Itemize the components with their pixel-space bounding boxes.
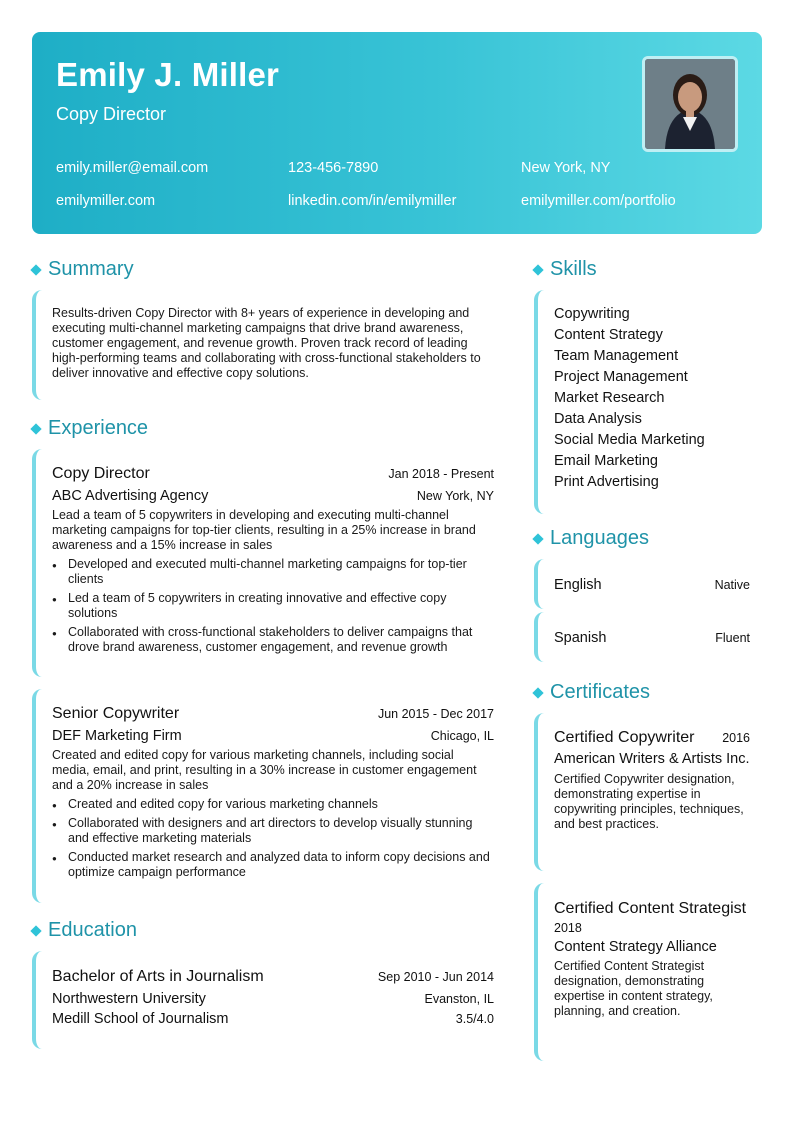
job-company: DEF Marketing Firm: [52, 728, 182, 744]
bullet-item: ● Conducted market research and analyzed data to inform copy decisions and optimize campaign performance: [52, 850, 494, 880]
experience-entry: [32, 689, 498, 903]
diamond-icon: [532, 264, 543, 275]
job-bullets: [52, 557, 494, 655]
diamond-icon: [30, 423, 41, 434]
education-heading-text: Education: [48, 919, 137, 941]
certificate-name: Certified Content Strategist: [554, 900, 747, 917]
skill-item: Content Strategy: [554, 327, 663, 343]
job-location: Chicago, IL: [430, 729, 494, 743]
bullet-item: ● Led a team of 5 copywriters in creating innovative and effective copy solutions: [52, 591, 494, 621]
job-description: Created and edited copy for various marketing channels, including social media, email, and print, resulting in a 30% increase in customer engagement and a 20% increase in sales: [52, 748, 477, 792]
skill-item: Social Media Marketing: [554, 432, 705, 448]
diamond-icon: [30, 264, 41, 275]
bullet-item: ● Created and edited copy for various marketing channels: [52, 797, 494, 812]
candidate-title: Copy Director: [56, 104, 167, 124]
experience-heading: [32, 417, 148, 440]
certificate-year: 2016: [722, 731, 750, 745]
diamond-icon: [30, 925, 41, 936]
education-dates: Sep 2010 - Jun 2014: [377, 970, 494, 984]
skill-item: Email Marketing: [554, 453, 658, 469]
candidate-name: Emily J. Miller: [56, 56, 280, 93]
resume-header: [32, 32, 762, 234]
certificate-description: Certified Content Strategist designation, demonstrating expertise in content strategy, planning, and creation.: [554, 959, 713, 1018]
certificate-year: 2018: [554, 921, 582, 935]
language-item: [534, 612, 766, 662]
skills-heading: [534, 258, 597, 281]
skill-item: Copywriting: [554, 306, 630, 322]
certificate-description: Certified Copywriter designation, demonstrating expertise in copywriting principles, techniques, and best practices.: [554, 772, 744, 831]
certificate-entry: [534, 713, 766, 871]
language-item: [534, 559, 766, 609]
language-level: Native: [714, 578, 750, 592]
skill-item: Project Management: [554, 369, 688, 385]
job-dates: Jun 2015 - Dec 2017: [377, 707, 494, 721]
summary-heading: [32, 258, 134, 281]
skill-item: Team Management: [554, 348, 679, 364]
job-company: ABC Advertising Agency: [52, 488, 209, 504]
skills-card: [534, 290, 766, 514]
school-name: Northwestern University: [52, 991, 206, 1007]
certificate-name: Certified Copywriter: [554, 729, 695, 746]
bullet-item: ● Collaborated with designers and art directors to develop visually stunning and effective marketing materials: [52, 816, 494, 846]
language-name: Spanish: [554, 630, 607, 646]
experience-heading-text: Experience: [48, 417, 149, 439]
certificates-heading: [534, 681, 650, 704]
skill-item: Data Analysis: [554, 411, 642, 427]
certificate-issuer: American Writers & Artists Inc.: [554, 751, 750, 767]
linkedin-link[interactable]: linkedin.com/in/emilymiller: [288, 193, 457, 209]
job-bullets: [52, 797, 494, 880]
job-description: Lead a team of 5 copywriters in developing and executing multi-channel marketing campaigns for top-tier clients, resulting in a 25% increase in brand awareness and a 15% increase in sales: [52, 508, 476, 552]
profile-photo: [642, 56, 738, 152]
certificate-entry: [534, 883, 766, 1061]
skill-item: Print Advertising: [554, 474, 659, 490]
language-level: Fluent: [715, 631, 750, 645]
college-name: Medill School of Journalism: [52, 1011, 229, 1027]
languages-heading: [534, 527, 649, 550]
job-location: New York, NY: [416, 489, 494, 503]
job-title: Copy Director: [52, 465, 150, 482]
certificate-issuer: Content Strategy Alliance: [554, 939, 717, 955]
diamond-icon: [532, 533, 543, 544]
summary-heading-text: Summary: [48, 258, 134, 280]
summary-card: [32, 290, 498, 400]
skills-heading-text: Skills: [550, 258, 597, 280]
languages-heading-text: Languages: [550, 527, 649, 549]
school-location: Evanston, IL: [424, 992, 494, 1006]
job-dates: Jan 2018 - Present: [388, 467, 494, 481]
bullet-item: ● Collaborated with cross-functional stakeholders to deliver campaigns that drove brand awareness, customer engagement, and revenue growth: [52, 625, 494, 655]
skill-item: Market Research: [554, 390, 665, 406]
education-heading: [32, 919, 137, 942]
language-name: English: [554, 577, 602, 593]
diamond-icon: [532, 687, 543, 698]
job-title: Senior Copywriter: [52, 705, 180, 722]
phone-text: 123-456-7890: [288, 160, 379, 176]
portfolio-link[interactable]: emilymiller.com/portfolio: [521, 193, 676, 209]
bullet-item: ● Developed and executed multi-channel marketing campaigns for top-tier clients: [52, 557, 494, 587]
degree: Bachelor of Arts in Journalism: [52, 968, 264, 985]
email-link[interactable]: emily.miller@email.com: [56, 160, 209, 176]
education-card: [32, 951, 498, 1049]
gpa: 3.5/4.0: [455, 1012, 494, 1026]
location-text: New York, NY: [521, 160, 611, 176]
website-link[interactable]: emilymiller.com: [56, 193, 156, 209]
summary-text: Results-driven Copy Director with 8+ years of experience in developing and executing multi-channel marketing campaigns that drive brand awareness, customer engagement, and revenue growth. Proven track record of leading high-performing teams and collaborating with cross-functional stakeholders to deliver innovative and effective copy solutions.: [52, 306, 481, 380]
certificates-heading-text: Certificates: [550, 681, 651, 703]
experience-entry: [32, 449, 498, 677]
